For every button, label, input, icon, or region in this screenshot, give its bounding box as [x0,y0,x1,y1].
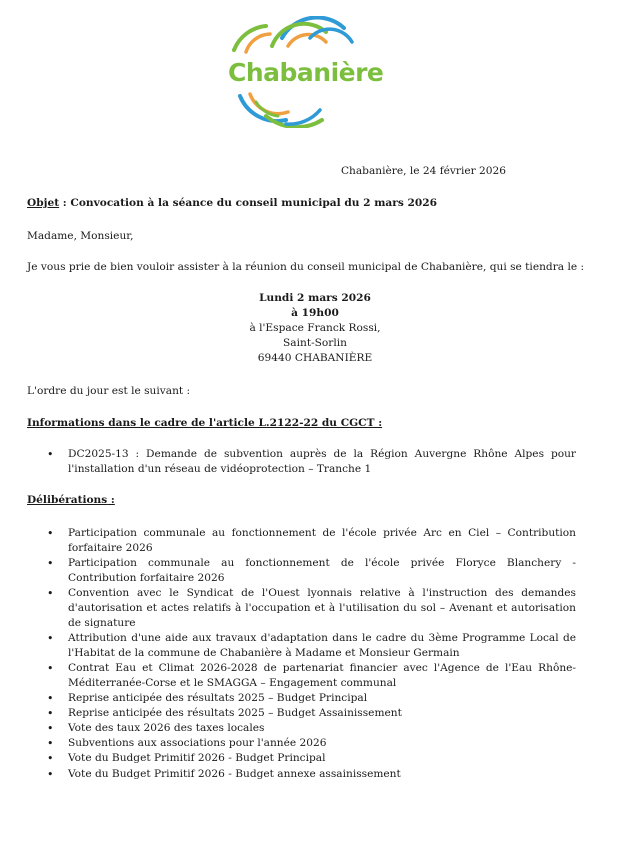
list-item [27,706,576,721]
letter-subject [27,196,437,211]
informations-title-suffix: : [374,417,383,429]
subject-text: : Convocation à la séance du conseil municipal du 2 mars 2026 [59,197,437,209]
deliberations-title: Délibérations [27,494,108,506]
chabaniere-logo [226,16,386,128]
subject-label: Objet [27,197,60,209]
bullet-icon: • [47,662,54,676]
list-item [27,586,576,631]
meeting-time: à 19h00 [291,307,339,319]
bullet-icon: • [47,722,54,736]
bullet-icon: • [47,587,54,601]
meeting-place: à l'Espace Franck Rossi, [249,322,381,334]
list-item [27,447,576,477]
informations-title: Informations dans le cadre de l'article L.2122-22 du CGCT [27,417,375,429]
meeting-day: Lundi 2 mars 2026 [259,292,371,304]
deliberations-list [27,526,576,782]
list-item [27,661,576,691]
meeting-details [27,291,603,366]
list-item [27,767,576,782]
list-item-text: Participation communale au fonctionnement de l'école privée Floryce Blanchery - Contribution forfaitaire 2026 [68,557,576,585]
bullet-icon: • [47,692,54,706]
list-item-text: Subventions aux associations pour l'année 2026 [68,737,327,750]
bullet-icon: • [47,737,54,751]
agenda-intro: L'ordre du jour est le suivant : [27,385,191,397]
list-item [27,631,576,661]
meeting-city: 69440 CHABANIÈRE [257,352,373,364]
bullet-icon: • [47,557,54,571]
letter-date: Chabanière, le 24 février 2026 [340,165,506,177]
list-item-text: Attribution d'une aide aux travaux d'adaptation dans le cadre du 3ème Programme Local de l'Habitat de la commune de Chabanière à Madame et Monsieur Germain [68,632,576,660]
informations-list [27,447,576,477]
list-item-text: Vote du Budget Primitif 2026 - Budget Principal [68,752,326,765]
list-item [27,721,576,736]
list-item-text: Vote du Budget Primitif 2026 - Budget annexe assainissement [68,767,401,780]
list-item-text: Reprise anticipée des résultats 2025 – Budget Assainissement [68,707,402,720]
meeting-locality: Saint-Sorlin [283,337,347,349]
list-item [27,526,576,556]
list-item-text: Reprise anticipée des résultats 2025 – Budget Principal [68,692,368,705]
bullet-icon: • [47,632,54,646]
list-item-text: Convention avec le Syndicat de l'Ouest lyonnais relative à l'instruction des demandes d'autorisation et actes relatifs à l'occupation et à l'utilisation du sol – Avenant et autorisation de signature [68,587,576,630]
list-item-text: Vote des taux 2026 des taxes locales [68,722,265,735]
bullet-icon: • [47,752,54,766]
list-item [27,691,576,706]
salutation: Madame, Monsieur, [27,230,134,242]
list-item [27,556,576,586]
deliberations-title-suffix: : [107,494,115,506]
list-item [27,736,576,751]
list-item-text: DC2025-13 : Demande de subvention auprès de la Région Auvergne Rhône Alpes pour l'installation d'un réseau de vidéoprotection – Tranche 1 [68,448,576,476]
bullet-icon: • [47,767,54,781]
bullet-icon: • [47,527,54,540]
list-item-text: Contrat Eau et Climat 2026-2028 de partenariat financier avec l'Agence de l'Eau Rhône-Méditerranée-Corse et le SMAGGA – Engagement communal [68,662,576,690]
logo-wordmark: Chabanière [228,58,384,87]
list-item-text: Participation communale au fonctionnement de l'école privée Arc en Ciel – Contribution forfaitaire 2026 [68,527,576,555]
intro-paragraph: Je vous prie de bien vouloir assister à la réunion du conseil municipal de Chabanière, qui se tiendra le : [27,261,585,273]
deliberations-heading [27,493,115,508]
bullet-icon: • [47,707,54,721]
list-item [27,751,576,766]
bullet-icon: • [47,448,54,461]
informations-heading [27,416,382,431]
